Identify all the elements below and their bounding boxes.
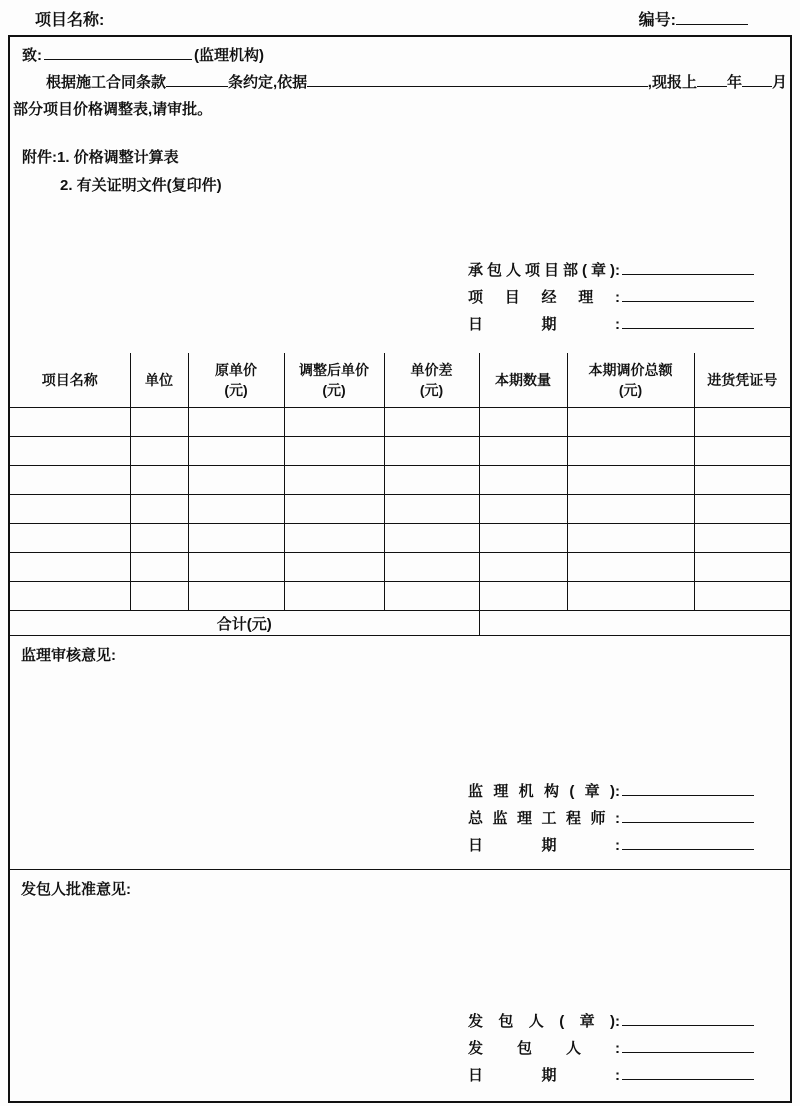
contractor-seal-label: 承包人项目部(章): [468,262,620,279]
col-header-original-unit-price: 原单价 (元) [188,353,284,408]
price-adjustment-table [10,353,790,635]
table-cell-blank [567,495,694,524]
table-row [10,582,790,611]
to-label: 致: [22,47,42,64]
table-cell-blank [10,553,130,582]
table-cell-blank [479,524,567,553]
table-cell-blank [188,524,284,553]
supervisor-review-title: 监理审核意见: [21,647,116,664]
table-cell-blank [10,408,130,437]
table-cell-blank [567,582,694,611]
table-cell-blank [284,408,384,437]
table-cell-blank [384,408,479,437]
table-cell-blank [694,553,790,582]
table-row [10,437,790,466]
table-cell-blank [188,582,284,611]
project-manager-label: 项目经理: [468,289,620,306]
supervisor-signoff-block [468,778,754,859]
basis-text-3: ,现报上 [647,74,697,91]
table-cell-blank [10,437,130,466]
table-cell-blank [694,437,790,466]
contractor-signoff-block [468,257,754,338]
col-header-unit: 单位 [130,353,188,408]
table-cell-blank [384,582,479,611]
supervisor-date-row [468,832,754,859]
supervision-org-blank-line [622,780,754,796]
table-cell-blank [384,495,479,524]
table-cell-blank [130,408,188,437]
number-blank-line [676,10,748,25]
table-row [10,408,790,437]
form-frame [8,35,792,1103]
table-cell-blank [567,524,694,553]
table-cell-blank [284,553,384,582]
application-section [10,37,790,353]
employer-name-label: 发包人: [468,1040,620,1057]
contractor-seal-row [468,257,754,284]
table-cell-blank [479,437,567,466]
table-row [10,524,790,553]
table-cell-blank [567,553,694,582]
table-cell-blank [479,582,567,611]
contractor-date-blank-line [622,313,754,329]
col-header-current-adjustment-total: 本期调价总额 (元) [567,353,694,408]
table-cell-blank [130,437,188,466]
project-name-label: 项目名称: [35,12,105,29]
table-cell-blank [130,553,188,582]
chief-supervisor-label: 总监理工程师: [468,810,620,827]
col-header-unit-price-difference: 单价差 (元) [384,353,479,408]
table-cell-blank [694,582,790,611]
employer-seal-blank-line [622,1010,754,1026]
table-cell-blank [284,524,384,553]
table-cell-blank [479,466,567,495]
employer-seal-row [468,1008,754,1035]
year-label: 年 [726,74,742,91]
supervision-org-note: (监理机构) [194,47,264,64]
basis-text-1: 根据施工合同条款 [46,74,167,91]
basis-blank-line [307,72,648,87]
table-cell-blank [10,466,130,495]
table-cell-blank [130,524,188,553]
chief-supervisor-row [468,805,754,832]
table-cell-blank [284,437,384,466]
table-cell-blank [567,466,694,495]
total-value-cell [479,611,790,636]
project-manager-row [468,284,754,311]
supervisor-date-blank-line [622,834,754,850]
employer-signoff-block [468,1008,754,1089]
total-label-cell: 合计(元) [10,611,479,636]
table-cell-blank [10,495,130,524]
table-cell-blank [567,437,694,466]
project-manager-blank-line [622,286,754,302]
document-header [35,7,748,30]
year-blank-line [697,72,727,87]
table-cell-blank [188,466,284,495]
employer-date-label: 日期: [468,1067,620,1084]
table-cell-blank [284,582,384,611]
to-blank-line [44,45,192,60]
table-cell-blank [284,495,384,524]
table-cell-blank [188,408,284,437]
employer-name-row [468,1035,754,1062]
employer-seal-label: 发包人(章): [468,1013,620,1030]
contractor-seal-blank-line [622,259,754,275]
supervisor-review-section [10,635,790,869]
number-field [639,7,748,30]
col-header-current-quantity: 本期数量 [479,353,567,408]
table-cell-blank [479,553,567,582]
basis-text-2: 条约定,依据 [228,74,308,91]
attachment-line-2: 2. 有关证明文件(复印件) [60,177,222,194]
table-header-row [10,353,790,408]
basis-line [13,72,787,93]
table-cell-blank [384,524,479,553]
col-header-adjusted-unit-price: 调整后单价 (元) [284,353,384,408]
col-header-item-name: 项目名称 [10,353,130,408]
table-row [10,553,790,582]
month-label: 月 [771,74,787,91]
clause-blank-line [166,72,228,87]
table-empty-rows [10,408,790,611]
contractor-date-row [468,311,754,338]
supervision-org-seal-row [468,778,754,805]
table-row [10,495,790,524]
chief-supervisor-blank-line [622,807,754,823]
table-cell-blank [479,408,567,437]
table-cell-blank [567,408,694,437]
contractor-date-label: 日期: [468,316,620,333]
number-label: 编号: [638,12,676,29]
table-cell-blank [384,437,479,466]
table-cell-blank [479,495,567,524]
request-line: 部分项目价格调整表,请审批。 [13,101,213,118]
table-cell-blank [130,582,188,611]
supervisor-date-label: 日期: [468,837,620,854]
table-cell-blank [694,466,790,495]
employer-date-blank-line [622,1064,754,1080]
employer-date-row [468,1062,754,1089]
table-cell-blank [10,582,130,611]
table-cell-blank [694,495,790,524]
table-cell-blank [188,553,284,582]
table-cell-blank [694,524,790,553]
table-cell-blank [130,495,188,524]
employer-approval-title: 发包人批准意见: [21,881,131,898]
table-cell-blank [188,495,284,524]
table-cell-blank [10,524,130,553]
supervision-org-seal-label: 监理机构(章): [468,783,620,800]
attachment-line-1: 附件:1. 价格调整计算表 [22,149,179,166]
table-cell-blank [284,466,384,495]
employer-name-blank-line [622,1037,754,1053]
table-cell-blank [384,466,479,495]
table-cell-blank [130,466,188,495]
table-total-row [10,611,790,636]
table-cell-blank [694,408,790,437]
to-line [13,45,787,66]
table-cell-blank [384,553,479,582]
col-header-receipt-number: 进货凭证号 [694,353,790,408]
month-blank-line [742,72,772,87]
table-row [10,466,790,495]
employer-approval-section [10,869,790,1101]
table-cell-blank [188,437,284,466]
